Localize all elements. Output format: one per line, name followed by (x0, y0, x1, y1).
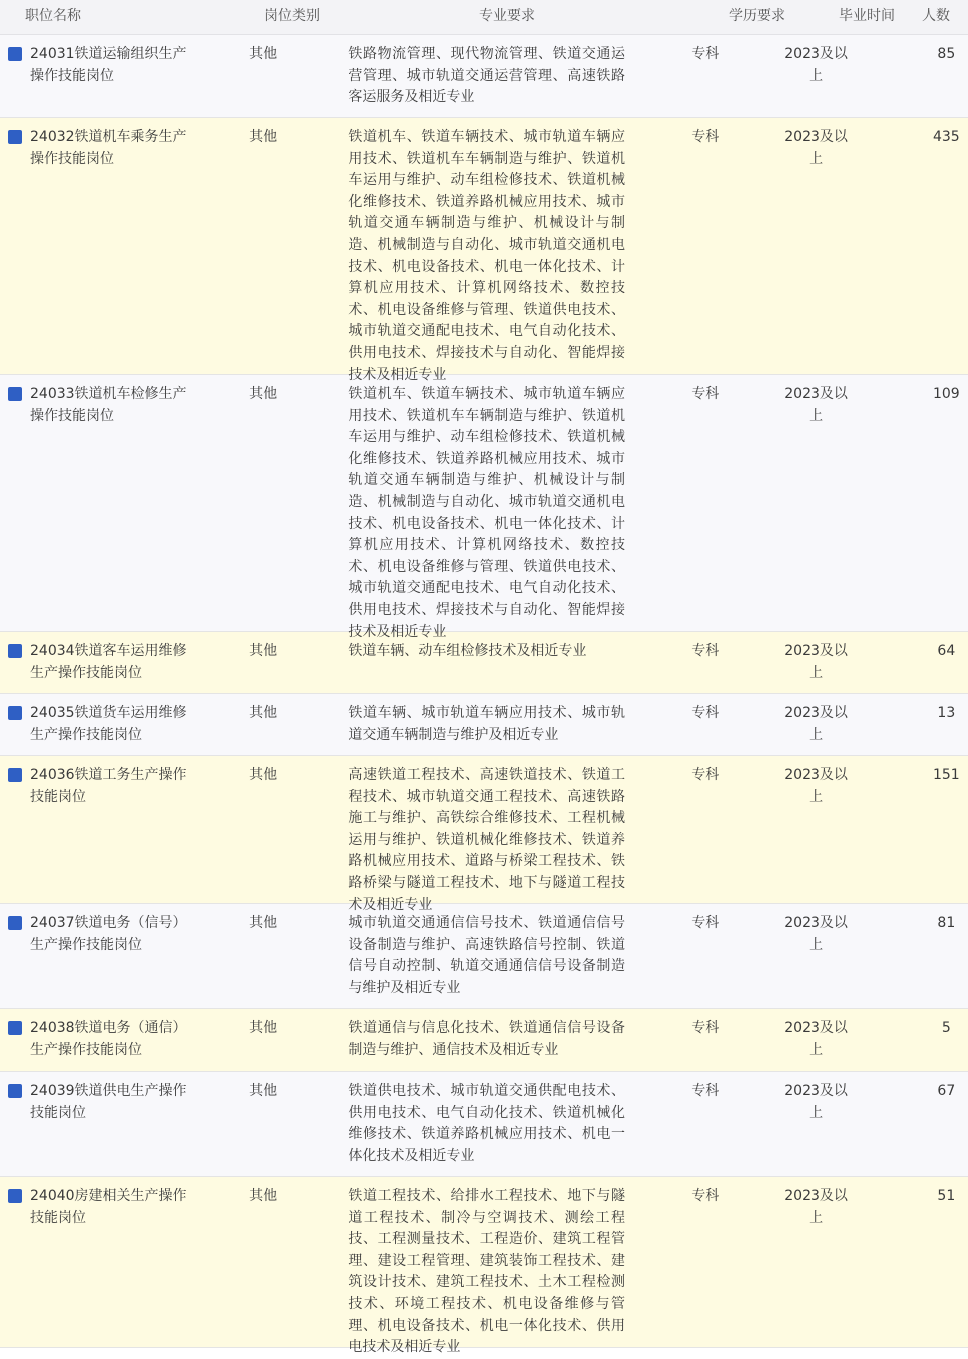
row-checkbox[interactable] (8, 130, 22, 144)
row-checkbox[interactable] (8, 387, 22, 401)
job-graduation: 2023及以上 (784, 705, 848, 743)
row-checkbox[interactable] (8, 1189, 22, 1203)
row-checkbox[interactable] (8, 1021, 22, 1035)
job-graduation: 2023及以上 (784, 46, 848, 84)
table-row (0, 1177, 968, 1356)
job-count: 13 (937, 705, 956, 721)
job-type: 其他 (249, 767, 278, 783)
table-row (0, 118, 968, 383)
job-education: 专科 (691, 46, 720, 62)
job-name: 24036铁道工务生产操作技能岗位 (30, 767, 187, 805)
header-count[interactable]: 人数 (922, 8, 950, 24)
job-major: 铁道工程技术、给排水工程技术、地下与隧道工程技术、制冷与空调技术、测绘工程技、工程测量技术、工程造价、建筑工程管理、建设工程管理、建筑装饰工程技术、建筑设计技术、建筑工程技术、土木工程检测技术、环境工程技术、机电设备维修与管理、机电设备技术、机电一体化技术、供用电技术及相近专业 (348, 1188, 625, 1356)
job-graduation: 2023及以上 (784, 767, 848, 805)
name-cell (0, 913, 217, 956)
table-row (0, 35, 968, 118)
job-count: 81 (937, 915, 956, 931)
table-row (0, 1072, 968, 1177)
job-major: 铁道机车、铁道车辆技术、城市轨道车辆应用技术、铁道机车车辆制造与维护、铁道机车运用与维护、动车组检修技术、铁道机械化维修技术、铁道养路机械应用技术、城市轨道交通车辆制造与维护、机械设计与制造、机械制造与自动化、城市轨道交通机电技术、机电设备技术、机电一体化技术、计算机应用技术、计算机网络技术、数控技术、机电设备维修与管理、铁道供电技术、城市轨道交通配电技术、电气自动化技术、供用电技术、焊接技术与自动化、智能焊接技术及相近专业 (348, 129, 625, 383)
job-graduation: 2023及以上 (784, 129, 848, 167)
job-type: 其他 (249, 386, 278, 402)
job-name: 24039铁道供电生产操作技能岗位 (30, 1083, 187, 1121)
job-major: 铁道供电技术、城市轨道交通供配电技术、供用电技术、电气自动化技术、铁道机械化维修技术、铁道养路机械应用技术、机电一体化技术及相近专业 (348, 1083, 625, 1164)
job-education: 专科 (691, 705, 720, 721)
table-header (0, 0, 968, 35)
job-count: 5 (941, 1020, 951, 1036)
job-education: 专科 (691, 915, 720, 931)
job-count: 151 (932, 767, 960, 783)
job-education: 专科 (691, 1083, 720, 1099)
job-graduation: 2023及以上 (784, 915, 848, 953)
job-graduation: 2023及以上 (784, 643, 848, 681)
job-count: 51 (937, 1188, 956, 1204)
job-major: 铁道通信与信息化技术、铁道通信信号设备制造与维护、通信技术及相近专业 (348, 1020, 625, 1058)
job-name: 24032铁道机车乘务生产操作技能岗位 (30, 129, 187, 167)
header-name[interactable]: 职位名称 (25, 8, 81, 24)
name-cell (0, 1018, 217, 1061)
job-major: 铁路物流管理、现代物流管理、铁道交通运营管理、城市轨道交通运营管理、高速铁路客运服务及相近专业 (348, 46, 625, 106)
job-type: 其他 (249, 915, 278, 931)
table-row (0, 632, 968, 694)
job-type: 其他 (249, 129, 278, 145)
job-name: 24034铁道客车运用维修生产操作技能岗位 (30, 643, 187, 681)
job-count: 67 (937, 1083, 956, 1099)
job-count: 435 (932, 129, 960, 145)
job-major: 铁道车辆、城市轨道车辆应用技术、城市轨道交通车辆制造与维护及相近专业 (348, 705, 625, 743)
table-row (0, 904, 968, 1009)
name-cell (0, 1081, 217, 1124)
job-type: 其他 (249, 643, 278, 659)
job-name: 24033铁道机车检修生产操作技能岗位 (30, 386, 187, 424)
job-count: 85 (937, 46, 956, 62)
header-type[interactable]: 岗位类别 (264, 8, 320, 24)
job-type: 其他 (249, 705, 278, 721)
job-education: 专科 (691, 129, 720, 145)
job-name: 24031铁道运输组织生产操作技能岗位 (30, 46, 187, 84)
job-education: 专科 (691, 386, 720, 402)
job-graduation: 2023及以上 (784, 1188, 848, 1226)
job-count: 109 (932, 386, 960, 402)
job-type: 其他 (249, 46, 278, 62)
row-checkbox[interactable] (8, 916, 22, 930)
job-type: 其他 (249, 1083, 278, 1099)
row-checkbox[interactable] (8, 1084, 22, 1098)
job-major: 高速铁道工程技术、高速铁道技术、铁道工程技术、城市轨道交通工程技术、高速铁路施工与维护、高铁综合维修技术、工程机械运用与维护、铁道机械化维修技术、铁道养路机械应用技术、道路与桥梁工程技术、铁路桥梁与隧道工程技术、地下与隧道工程技术及相近专业 (348, 767, 625, 913)
job-education: 专科 (691, 1188, 720, 1204)
job-major: 铁道车辆、动车组检修技术及相近专业 (348, 643, 587, 659)
name-cell (0, 384, 217, 427)
header-education[interactable]: 学历要求 (729, 8, 785, 24)
table-row (0, 375, 968, 640)
header-graduation[interactable]: 毕业时间 (839, 8, 895, 24)
row-checkbox[interactable] (8, 47, 22, 61)
job-type: 其他 (249, 1188, 278, 1204)
table-row (0, 1009, 968, 1072)
row-checkbox[interactable] (8, 768, 22, 782)
name-cell (0, 765, 217, 808)
table-row (0, 756, 968, 913)
job-graduation: 2023及以上 (784, 386, 848, 424)
job-name: 24040房建相关生产操作技能岗位 (30, 1188, 187, 1226)
job-education: 专科 (691, 1020, 720, 1036)
job-name: 24035铁道货车运用维修生产操作技能岗位 (30, 705, 187, 743)
name-cell (0, 127, 217, 170)
job-education: 专科 (691, 767, 720, 783)
name-cell (0, 641, 217, 684)
header-major[interactable]: 专业要求 (479, 8, 535, 24)
job-major: 城市轨道交通通信信号技术、铁道通信信号设备制造与维护、高速铁路信号控制、铁道信号自动控制、轨道交通通信信号设备制造与维护及相近专业 (348, 915, 625, 996)
job-major: 铁道机车、铁道车辆技术、城市轨道车辆应用技术、铁道机车车辆制造与维护、铁道机车运用与维护、动车组检修技术、铁道机械化维修技术、铁道养路机械应用技术、城市轨道交通车辆制造与维护、机械设计与制造、机械制造与自动化、城市轨道交通机电技术、机电设备技术、机电一体化技术、计算机应用技术、计算机网络技术、数控技术、机电设备维修与管理、铁道供电技术、城市轨道交通配电技术、电气自动化技术、供用电技术、焊接技术与自动化、智能焊接技术及相近专业 (348, 386, 625, 640)
job-type: 其他 (249, 1020, 278, 1036)
name-cell (0, 703, 217, 746)
job-count: 64 (937, 643, 956, 659)
job-education: 专科 (691, 643, 720, 659)
row-checkbox[interactable] (8, 644, 22, 658)
table-row (0, 694, 968, 756)
job-name: 24037铁道电务（信号）生产操作技能岗位 (30, 915, 187, 953)
job-graduation: 2023及以上 (784, 1083, 848, 1121)
job-name: 24038铁道电务（通信）生产操作技能岗位 (30, 1020, 187, 1058)
row-checkbox[interactable] (8, 706, 22, 720)
name-cell (0, 1186, 217, 1229)
name-cell (0, 44, 217, 87)
job-graduation: 2023及以上 (784, 1020, 848, 1058)
